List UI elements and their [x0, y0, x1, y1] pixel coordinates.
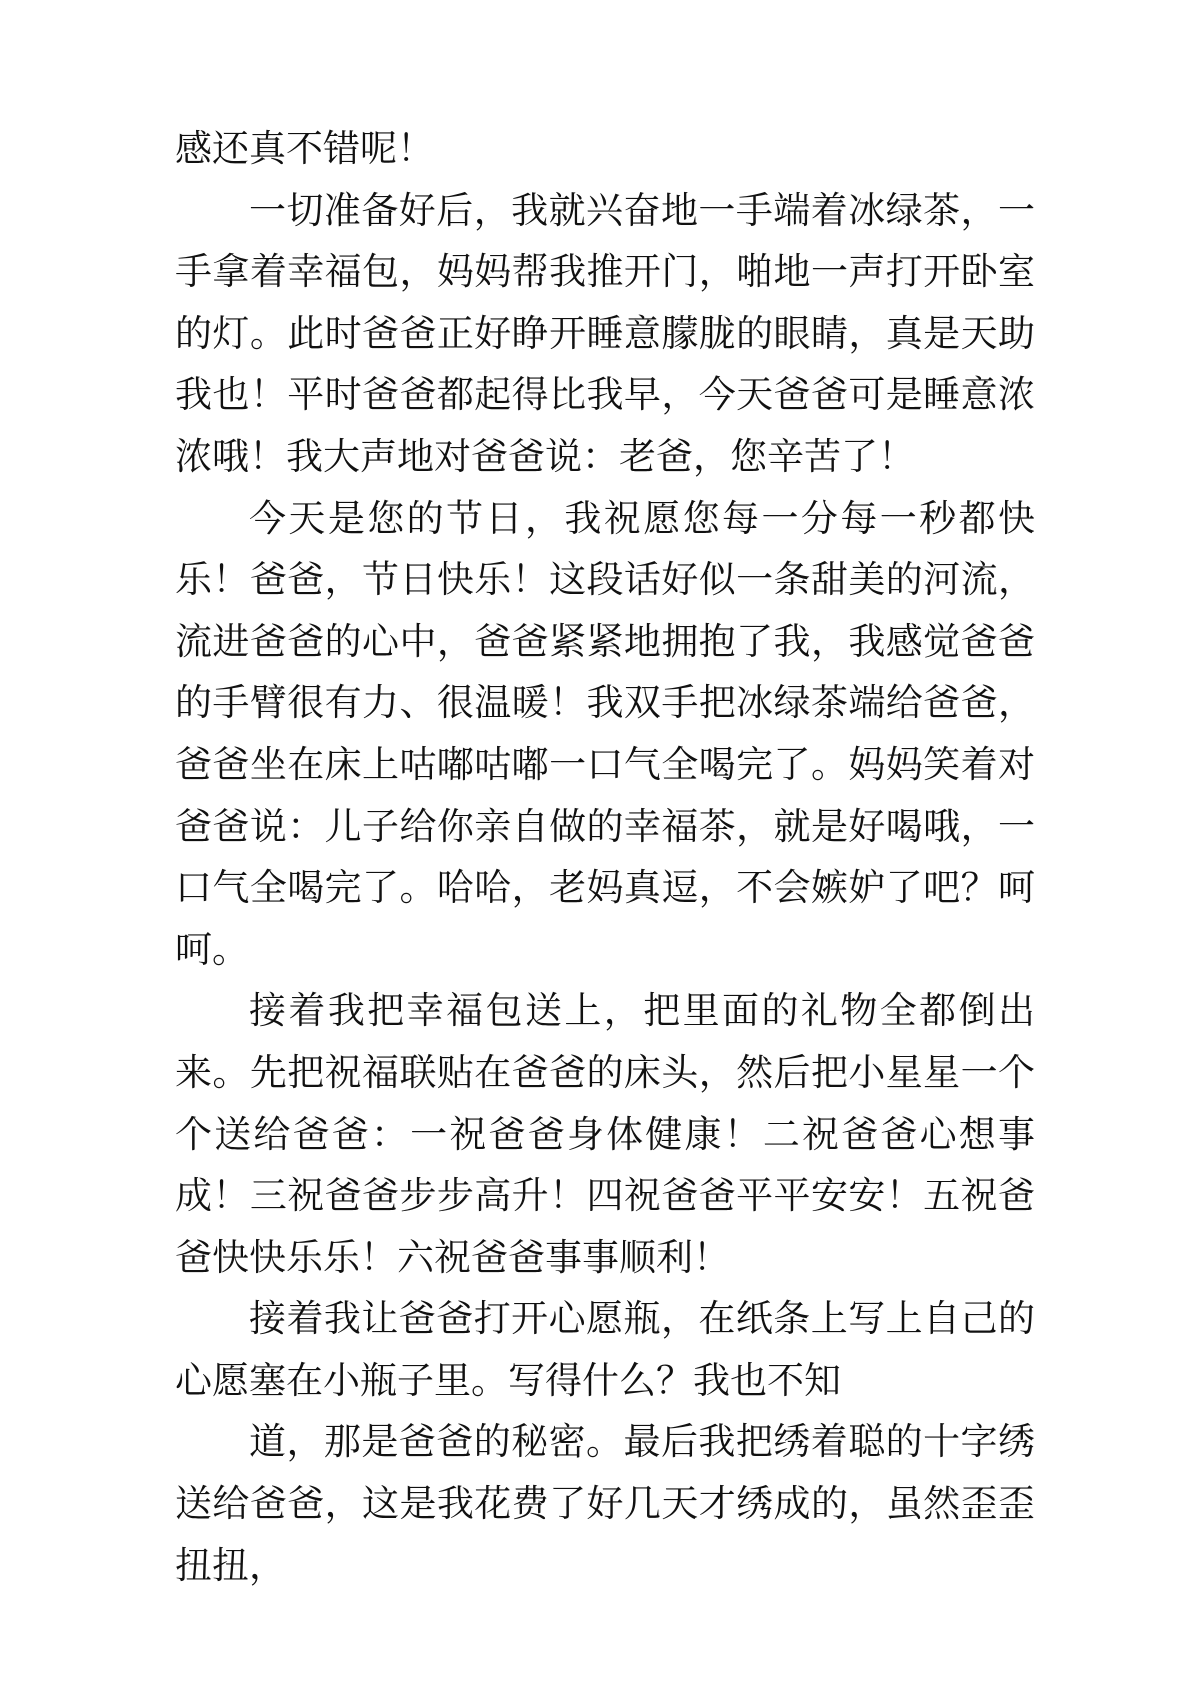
body-text — [175, 118, 1035, 1596]
paragraph-6: 道，那是爸爸的秘密。最后我把绣着聪的十字绣送给爸爸，这是我花费了好几天才绣成的，虽然歪歪扭扭， — [175, 1420, 1035, 1587]
paragraph-3: 今天是您的节日，我祝愿您每一分每一秒都快乐！爸爸，节日快乐！这段话好似一条甜美的河流，流进爸爸的心中，爸爸紧紧地拥抱了我，我感觉爸爸的手臂很有力、很温暖！我双手把冰绿茶端给爸爸，爸爸坐在床上咕嘟咕嘟一口气全喝完了。妈妈笑着对爸爸说：儿子给你亲自做的幸福茶，就是好喝哦，一口气全喝完了。哈哈，老妈真逗，不会嫉妒了吧？呵呵。 — [175, 496, 1035, 971]
paragraph-4: 接着我把幸福包送上，把里面的礼物全都倒出来。先把祝福联贴在爸爸的床头，然后把小星星一个个送给爸爸：一祝爸爸身体健康！二祝爸爸心想事成！三祝爸爸步步高升！四祝爸爸平平安安！五祝爸爸快快乐乐！六祝爸爸事事顺利！ — [175, 989, 1035, 1279]
paragraph-2: 一切准备好后，我就兴奋地一手端着冰绿茶，一手拿着幸福包，妈妈帮我推开门，啪地一声打开卧室的灯。此时爸爸正好睁开睡意朦胧的眼睛，真是天助我也！平时爸爸都起得比我早，今天爸爸可是睡意浓浓哦！我大声地对爸爸说：老爸，您辛苦了！ — [175, 188, 1035, 478]
paragraph-5: 接着我让爸爸打开心愿瓶，在纸条上写上自己的心愿塞在小瓶子里。写得什么？我也不知 — [175, 1297, 1035, 1402]
paragraph-1: 感还真不错呢！ — [175, 127, 434, 170]
